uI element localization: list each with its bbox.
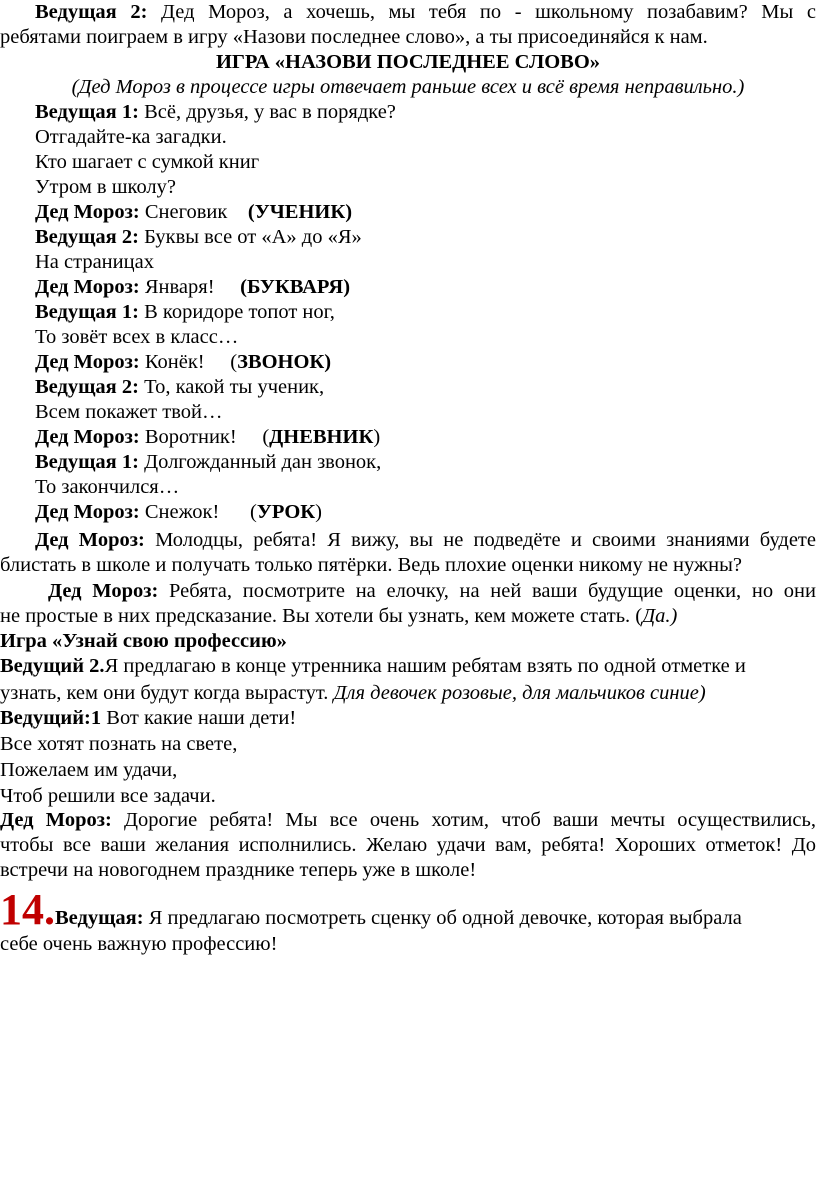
speaker-label: Ведущая 2:: [35, 1, 148, 23]
farewell-line-3: встречи на новогоднем празднике теперь уже в школе!: [0, 859, 477, 881]
riddle-line: Дед Мороз: Января! (БУКВАРЯ): [35, 276, 351, 298]
riddle-answer: (УЧЕНИК): [247, 201, 353, 223]
riddle-line: На страницах: [35, 251, 154, 273]
farewell-line-1: Дед Мороз: Дорогие ребята! Мы все очень хотим, чтоб ваши мечты осуществились,: [0, 809, 816, 831]
riddle-answer: УРОК: [256, 501, 316, 523]
praise-line-1: Дед Мороз: Молодцы, ребята! Я вижу, вы не подведёте и своими знаниями будете: [35, 529, 816, 551]
verse-line: Все хотят познать на свете,: [0, 733, 238, 755]
riddle-line: Ведущая 1: Долгожданный дан звонок,: [35, 451, 382, 473]
game-title: ИГРА «НАЗОВИ ПОСЛЕДНЕЕ СЛОВО»: [215, 51, 601, 73]
game2-title: Игра «Узнай свою профессию»: [0, 630, 287, 652]
verse-line: Чтоб решили все задачи.: [0, 785, 216, 807]
riddle-answer: ЗВОНОК): [237, 351, 332, 373]
riddle-line: Ведущая 1: Всё, друзья, у вас в порядке?: [35, 101, 396, 123]
scene-line-2: себе очень важную профессию!: [0, 933, 278, 955]
riddle-line: Дед Мороз: Воротник! (ДНЕВНИК): [35, 426, 381, 448]
riddle-line: Ведущая 2: Буквы все от «А» до «Я»: [35, 226, 362, 248]
riddle-line: То зовёт всех в класс…: [35, 326, 239, 348]
praise-line-2: блистать в школе и получать только пятёрки. Ведь плохие оценки никому не нужны?: [0, 554, 742, 576]
riddle-line: Дед Мороз: Снеговик (УЧЕНИК): [35, 201, 353, 223]
game2-line-2: узнать, кем они будут когда вырастут. Для девочек розовые, для мальчиков синие): [0, 682, 706, 704]
scene-number: 14.: [0, 885, 55, 934]
tree-line-1: Дед Мороз: Ребята, посмотрите на елочку, на ней ваши будущие оценки, но они: [48, 580, 816, 602]
riddle-answer: (БУКВАРЯ): [240, 276, 351, 298]
intro-line-1: Ведущая 2: Дед Мороз, а хочешь, мы тебя по - школьному позабавим? Мы с: [35, 1, 816, 23]
riddle-answer: ДНЕВНИК: [269, 426, 374, 448]
intro-line-2: ребятами поиграем в игру «Назови последнее слово», а ты присоединяйся к нам.: [0, 26, 708, 48]
riddle-line: Всем покажет твой…: [35, 401, 223, 423]
riddle-line: Кто шагает с сумкой книг: [35, 151, 260, 173]
scene-line-1: 14.Ведущая: Я предлагаю посмотреть сценку об одной девочке, которая выбрала: [0, 885, 742, 934]
farewell-line-2: чтобы все ваши желания исполнились. Желаю удачи вам, ребята! Хороших отметок! До: [0, 834, 816, 856]
verse-line: Пожелаем им удачи,: [0, 759, 178, 781]
riddle-line: Отгадайте-ка загадки.: [35, 126, 227, 148]
riddle-line: Ведущая 2: То, какой ты ученик,: [35, 376, 325, 398]
game2-line-1: Ведущий 2.Я предлагаю в конце утренника нашим ребятам взять по одной отметке и: [0, 655, 746, 677]
verse-line-1: Ведущий:1 Вот какие наши дети!: [0, 707, 297, 729]
riddle-line: Утром в школу?: [35, 176, 176, 198]
riddle-line: Ведущая 1: В коридоре топот ног,: [35, 301, 335, 323]
riddle-line: То закончился…: [35, 476, 180, 498]
riddle-line: Дед Мороз: Конёк! (ЗВОНОК): [35, 351, 332, 373]
riddle-line: Дед Мороз: Снежок! (УРОК): [35, 501, 322, 523]
tree-line-2: не простые в них предсказание. Вы хотели бы узнать, кем можете стать. (Да.): [0, 605, 678, 627]
game-note: (Дед Мороз в процессе игры отвечает раньше всех и всё время неправильно.): [71, 76, 745, 98]
